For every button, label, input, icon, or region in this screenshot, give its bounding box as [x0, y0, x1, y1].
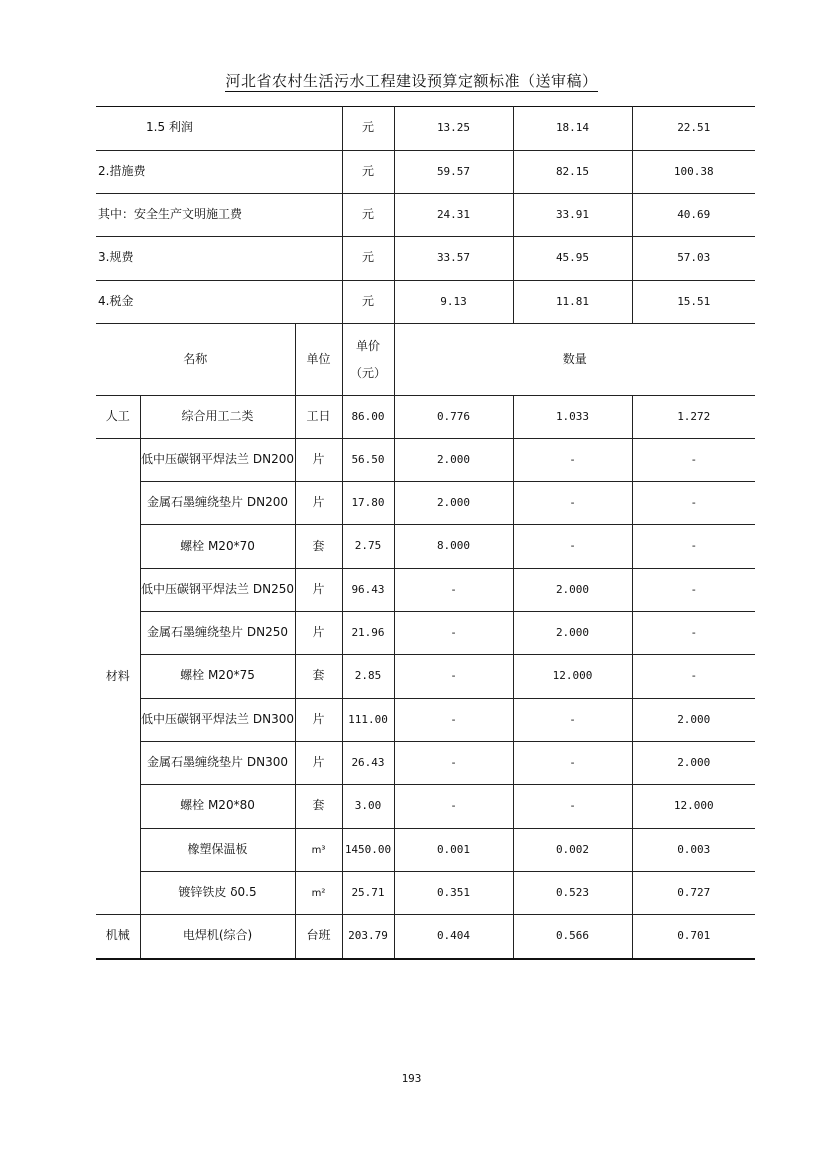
material-row	[96, 569, 755, 612]
item-quantity: -	[394, 742, 513, 785]
item-price: 21.96	[342, 612, 394, 655]
material-row	[96, 872, 755, 915]
item-name: 低中压碳钢平焊法兰 DN200	[140, 439, 295, 482]
fee-unit: 元	[342, 151, 394, 194]
item-quantity: 8.000	[394, 525, 513, 569]
item-quantity: -	[394, 785, 513, 829]
page-number: 193	[401, 1072, 422, 1085]
item-name: 橡塑保温板	[140, 829, 295, 872]
item-quantity: -	[394, 569, 513, 612]
item-unit: 片	[295, 612, 342, 655]
item-quantity: 12.000	[632, 785, 755, 829]
fee-value: 33.57	[394, 237, 513, 281]
item-unit: 台班	[295, 915, 342, 959]
item-quantity: 1.033	[513, 396, 632, 439]
item-unit: 片	[295, 742, 342, 785]
item-quantity: 0.404	[394, 915, 513, 959]
category-materials: 材料	[96, 439, 140, 915]
header-price-line1: 单价	[355, 339, 380, 354]
item-price: 25.71	[342, 872, 394, 915]
fee-value: 11.81	[513, 281, 632, 324]
material-row	[96, 742, 755, 785]
item-quantity: 12.000	[513, 655, 632, 699]
fee-name: 4.税金	[96, 281, 342, 324]
item-quantity: 0.002	[513, 829, 632, 872]
fee-value: 22.51	[632, 107, 755, 151]
item-price: 2.75	[342, 525, 394, 569]
fee-row	[96, 107, 755, 151]
item-unit: 套	[295, 525, 342, 569]
item-quantity: 0.523	[513, 872, 632, 915]
item-quantity: -	[513, 742, 632, 785]
quota-table	[96, 106, 755, 960]
fee-name: 3.规费	[96, 237, 342, 281]
item-name: 螺栓 M20*75	[140, 655, 295, 699]
fee-value: 40.69	[632, 194, 755, 237]
item-quantity: -	[513, 785, 632, 829]
fee-value: 13.25	[394, 107, 513, 151]
fee-name: 其中：安全生产文明施工费	[96, 194, 342, 237]
item-quantity: -	[632, 569, 755, 612]
item-quantity: -	[513, 525, 632, 569]
item-price: 2.85	[342, 655, 394, 699]
item-quantity: -	[394, 699, 513, 742]
item-price: 17.80	[342, 482, 394, 525]
item-price: 86.00	[342, 396, 394, 439]
item-unit: m²	[295, 872, 342, 915]
fee-value: 24.31	[394, 194, 513, 237]
column-header-row	[96, 324, 755, 396]
fee-row	[96, 194, 755, 237]
fee-row	[96, 151, 755, 194]
item-unit: 片	[295, 482, 342, 525]
item-quantity: -	[632, 439, 755, 482]
fee-unit: 元	[342, 281, 394, 324]
fee-unit: 元	[342, 107, 394, 151]
item-name: 金属石墨缠绕垫片 DN200	[140, 482, 295, 525]
fee-value: 57.03	[632, 237, 755, 281]
item-name: 金属石墨缠绕垫片 DN250	[140, 612, 295, 655]
item-unit: 片	[295, 439, 342, 482]
item-name: 螺栓 M20*70	[140, 525, 295, 569]
fee-unit: 元	[342, 194, 394, 237]
item-price: 26.43	[342, 742, 394, 785]
item-quantity: 0.001	[394, 829, 513, 872]
item-price: 3.00	[342, 785, 394, 829]
item-quantity: -	[394, 655, 513, 699]
item-name: 螺栓 M20*80	[140, 785, 295, 829]
fee-value: 18.14	[513, 107, 632, 151]
item-quantity: -	[513, 699, 632, 742]
item-quantity: -	[513, 439, 632, 482]
item-name: 低中压碳钢平焊法兰 DN300	[140, 699, 295, 742]
material-row	[96, 439, 755, 482]
material-row	[96, 785, 755, 829]
fee-value: 100.38	[632, 151, 755, 194]
material-row	[96, 829, 755, 872]
item-unit: 套	[295, 785, 342, 829]
fee-value: 33.91	[513, 194, 632, 237]
item-quantity: 2.000	[513, 612, 632, 655]
item-quantity: 2.000	[632, 742, 755, 785]
item-name: 电焊机(综合)	[140, 915, 295, 959]
item-quantity: 0.727	[632, 872, 755, 915]
document-title-text: 河北省农村生活污水工程建设预算定额标准（送审稿）	[225, 72, 598, 90]
category-labor: 人工	[96, 396, 140, 439]
fee-row	[96, 237, 755, 281]
header-price	[342, 324, 394, 396]
item-name: 综合用工二类	[140, 396, 295, 439]
item-quantity: -	[513, 482, 632, 525]
fee-name: 2.措施费	[96, 151, 342, 194]
fee-value: 82.15	[513, 151, 632, 194]
item-unit: 套	[295, 655, 342, 699]
item-quantity: -	[394, 612, 513, 655]
item-quantity: 0.776	[394, 396, 513, 439]
material-row	[96, 655, 755, 699]
header-quantity: 数量	[394, 324, 755, 396]
item-unit: m³	[295, 829, 342, 872]
material-row	[96, 525, 755, 569]
item-price: 96.43	[342, 569, 394, 612]
item-quantity: 0.566	[513, 915, 632, 959]
item-unit: 片	[295, 569, 342, 612]
item-quantity: 2.000	[513, 569, 632, 612]
item-unit: 片	[295, 699, 342, 742]
labor-row	[96, 396, 755, 439]
header-name: 名称	[96, 324, 295, 396]
item-quantity: 2.000	[394, 439, 513, 482]
item-quantity: 0.701	[632, 915, 755, 959]
material-row	[96, 699, 755, 742]
item-quantity: 0.003	[632, 829, 755, 872]
fee-value: 45.95	[513, 237, 632, 281]
fee-value: 9.13	[394, 281, 513, 324]
document-title	[0, 70, 823, 91]
item-quantity: 0.351	[394, 872, 513, 915]
item-name: 镀锌铁皮 δ0.5	[140, 872, 295, 915]
item-name: 低中压碳钢平焊法兰 DN250	[140, 569, 295, 612]
material-row	[96, 612, 755, 655]
item-name: 金属石墨缠绕垫片 DN300	[140, 742, 295, 785]
item-price: 56.50	[342, 439, 394, 482]
item-unit: 工日	[295, 396, 342, 439]
category-machinery: 机械	[96, 915, 140, 959]
item-quantity: -	[632, 612, 755, 655]
item-quantity: -	[632, 482, 755, 525]
fee-value: 15.51	[632, 281, 755, 324]
machinery-row	[96, 915, 755, 959]
item-quantity: 2.000	[394, 482, 513, 525]
item-price: 1450.00	[342, 829, 394, 872]
item-price: 111.00	[342, 699, 394, 742]
item-quantity: 1.272	[632, 396, 755, 439]
fee-row	[96, 281, 755, 324]
fee-unit: 元	[342, 237, 394, 281]
item-quantity: -	[632, 655, 755, 699]
item-price: 203.79	[342, 915, 394, 959]
item-quantity: -	[632, 525, 755, 569]
item-quantity: 2.000	[632, 699, 755, 742]
material-row	[96, 482, 755, 525]
header-price-line2: （元）	[349, 365, 386, 380]
fee-value: 59.57	[394, 151, 513, 194]
fee-name: 1.5 利润	[96, 107, 342, 151]
header-unit: 单位	[295, 324, 342, 396]
